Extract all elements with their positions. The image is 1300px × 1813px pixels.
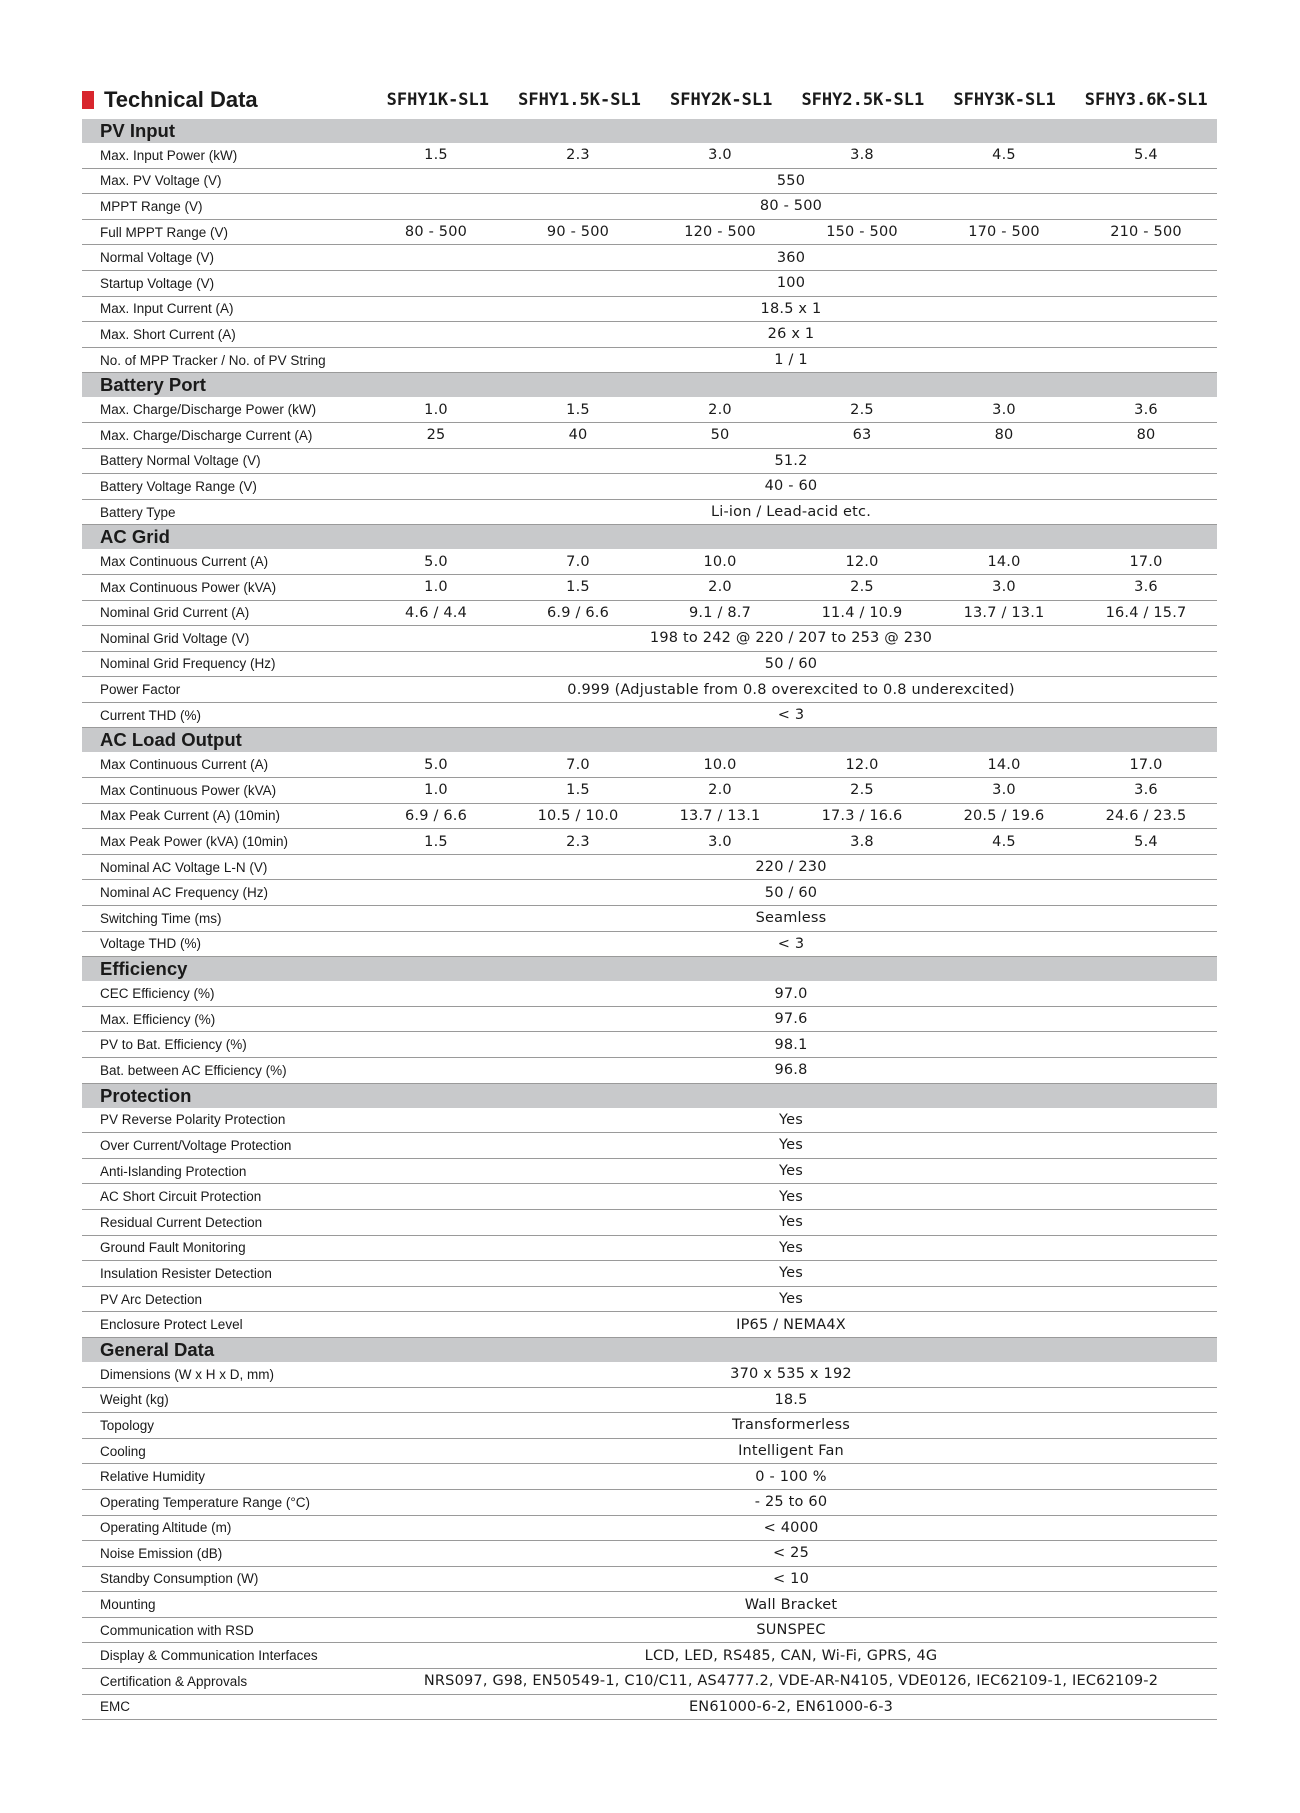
spec-values — [365, 504, 1217, 520]
spec-row — [82, 1058, 1217, 1084]
spec-label: Power Factor — [100, 682, 181, 698]
spec-values — [365, 936, 1217, 952]
spec-row — [82, 1567, 1217, 1593]
spec-label: Max Peak Power (kVA) (10min) — [100, 834, 289, 850]
spec-row — [82, 677, 1217, 703]
spec-values — [365, 707, 1217, 723]
spec-value: 1.5 — [566, 401, 590, 418]
spec-value-all-models: 1 / 1 — [774, 352, 808, 369]
spec-row — [82, 1210, 1217, 1236]
spec-row — [82, 220, 1217, 246]
spec-row — [82, 652, 1217, 678]
spec-value: 2.0 — [708, 401, 732, 418]
spec-label: Max Continuous Current (A) — [100, 757, 269, 773]
spec-value-all-models: 26 x 1 — [767, 326, 815, 343]
spec-value-all-models: 550 — [776, 172, 806, 189]
spec-values — [365, 427, 1217, 443]
spec-values — [365, 579, 1217, 595]
spec-value-all-models: < 3 — [777, 935, 805, 952]
spec-label: Noise Emission (dB) — [100, 1545, 223, 1561]
spec-value: 9.1 / 8.7 — [688, 604, 752, 621]
spec-label: Insulation Resister Detection — [100, 1265, 272, 1281]
spec-value: 5.4 — [1134, 147, 1158, 164]
spec-value: 50 — [710, 427, 730, 444]
spec-value: 3.0 — [708, 833, 732, 850]
spec-value: 1.5 — [566, 579, 590, 596]
spec-value: 2.3 — [566, 833, 590, 850]
spec-sections — [82, 119, 1217, 1720]
spec-label: Max Peak Current (A) (10min) — [100, 808, 281, 824]
spec-values — [365, 682, 1217, 698]
spec-values — [365, 402, 1217, 418]
spec-value-all-models: Yes — [778, 1111, 803, 1128]
spec-label: Nominal AC Frequency (Hz) — [100, 885, 269, 901]
spec-row — [82, 1464, 1217, 1490]
model-column-header: SFHY3K-SL1 — [953, 90, 1056, 110]
section-heading: General Data — [82, 1338, 1217, 1362]
spec-values — [365, 1673, 1217, 1689]
spec-values — [365, 478, 1217, 494]
spec-value: 4.5 — [992, 833, 1016, 850]
spec-values — [365, 808, 1217, 824]
spec-label: Max. Short Current (A) — [100, 326, 236, 342]
spec-value: 40 — [568, 427, 588, 444]
spec-row — [82, 1669, 1217, 1695]
spec-label: EMC — [100, 1699, 130, 1715]
spec-values — [365, 1137, 1217, 1153]
spec-value: 1.5 — [566, 782, 590, 799]
spec-row — [82, 143, 1217, 169]
spec-value-all-models: Yes — [778, 1291, 803, 1308]
spec-values — [365, 1214, 1217, 1230]
spec-label: Anti-Islanding Protection — [100, 1163, 247, 1179]
spec-values — [365, 1163, 1217, 1179]
spec-row — [82, 474, 1217, 500]
spec-row — [82, 1541, 1217, 1567]
spec-value-all-models: < 4000 — [763, 1519, 819, 1536]
spec-value-all-models: Wall Bracket — [744, 1596, 838, 1613]
spec-label: Enclosure Protect Level — [100, 1317, 243, 1333]
spec-value: 1.0 — [424, 782, 448, 799]
spec-label: Switching Time (ms) — [100, 910, 222, 926]
spec-values — [365, 224, 1217, 240]
spec-values — [365, 782, 1217, 798]
spec-label: No. of MPP Tracker / No. of PV String — [100, 352, 326, 368]
spec-value: 7.0 — [566, 756, 590, 773]
spec-label: Max. Input Power (kW) — [100, 147, 238, 163]
spec-label: CEC Efficiency (%) — [100, 986, 215, 1002]
spec-value-all-models: < 25 — [772, 1545, 809, 1562]
spec-values — [365, 630, 1217, 646]
spec-row — [82, 1695, 1217, 1721]
spec-value-all-models: 80 - 500 — [759, 198, 823, 215]
spec-values — [365, 453, 1217, 469]
spec-value: 6.9 / 6.6 — [404, 807, 468, 824]
section-heading: Protection — [82, 1084, 1217, 1108]
spec-values — [365, 885, 1217, 901]
spec-value: 12.0 — [845, 756, 879, 773]
spec-value-all-models: 18.5 x 1 — [760, 300, 822, 317]
spec-value: 1.5 — [424, 147, 448, 164]
spec-row — [82, 1439, 1217, 1465]
model-column-header: SFHY2K-SL1 — [670, 90, 773, 110]
model-column-header: SFHY1.5K-SL1 — [518, 90, 641, 110]
spec-label: Mounting — [100, 1597, 156, 1613]
spec-label: Battery Normal Voltage (V) — [100, 453, 261, 469]
spec-values — [365, 1545, 1217, 1561]
spec-value: 20.5 / 19.6 — [963, 807, 1045, 824]
spec-value: 120 - 500 — [684, 224, 756, 241]
spec-value-all-models: 0 - 100 % — [755, 1468, 827, 1485]
spec-label: Max. Input Current (A) — [100, 301, 234, 317]
spec-row — [82, 1007, 1217, 1033]
spec-label: Startup Voltage (V) — [100, 275, 215, 291]
spec-value-all-models: 97.0 — [774, 985, 808, 1002]
spec-label: Voltage THD (%) — [100, 936, 202, 952]
spec-value: 24.6 / 23.5 — [1105, 807, 1187, 824]
spec-label: PV to Bat. Efficiency (%) — [100, 1037, 247, 1053]
spec-values — [365, 1520, 1217, 1536]
spec-value: 6.9 / 6.6 — [546, 604, 610, 621]
spec-values — [365, 859, 1217, 875]
spec-row — [82, 500, 1217, 526]
spec-value: 10.0 — [703, 553, 737, 570]
section-heading: PV Input — [82, 119, 1217, 143]
spec-value: 2.0 — [708, 579, 732, 596]
spec-label: Max. PV Voltage (V) — [100, 173, 222, 189]
model-columns — [367, 90, 1217, 110]
spec-values — [365, 352, 1217, 368]
spec-values — [365, 834, 1217, 850]
spec-values — [365, 1392, 1217, 1408]
spec-value: 2.5 — [850, 782, 874, 799]
spec-value: 2.5 — [850, 579, 874, 596]
spec-value: 25 — [426, 427, 446, 444]
spec-label: Ground Fault Monitoring — [100, 1240, 246, 1256]
spec-value-all-models: 370 x 535 x 192 — [730, 1366, 852, 1383]
spec-label: Topology — [100, 1417, 155, 1433]
spec-label: Max. Charge/Discharge Power (kW) — [100, 402, 317, 418]
spec-values — [365, 198, 1217, 214]
section-heading: AC Grid — [82, 525, 1217, 549]
spec-value: 2.3 — [566, 147, 590, 164]
spec-label: Operating Temperature Range (°C) — [100, 1494, 311, 1510]
spec-label: Battery Type — [100, 504, 176, 520]
spec-row — [82, 1236, 1217, 1262]
spec-value: 5.4 — [1134, 833, 1158, 850]
spec-row — [82, 1032, 1217, 1058]
spec-values — [365, 1112, 1217, 1128]
spec-row — [82, 575, 1217, 601]
spec-value-all-models: LCD, LED, RS485, CAN, Wi-Fi, GPRS, 4G — [644, 1647, 938, 1664]
spec-row — [82, 1592, 1217, 1618]
spec-value: 2.5 — [850, 401, 874, 418]
spec-value-all-models: 18.5 — [774, 1391, 808, 1408]
spec-value-all-models: 97.6 — [774, 1011, 808, 1028]
spec-value: 3.0 — [708, 147, 732, 164]
spec-value-all-models: 198 to 242 @ 220 / 207 to 253 @ 230 — [649, 630, 933, 647]
spec-value: 5.0 — [424, 553, 448, 570]
spec-row — [82, 1159, 1217, 1185]
spec-value-all-models: Yes — [778, 1239, 803, 1256]
spec-value-all-models: SUNSPEC — [756, 1622, 826, 1639]
spec-value-all-models: 50 / 60 — [764, 884, 818, 901]
spec-value-all-models: Transformerless — [731, 1417, 851, 1434]
spec-values — [365, 1062, 1217, 1078]
spec-row — [82, 1618, 1217, 1644]
spec-value-all-models: 100 — [776, 275, 806, 292]
spec-row — [82, 1362, 1217, 1388]
spec-label: Weight (kg) — [100, 1392, 169, 1408]
spec-label: Normal Voltage (V) — [100, 250, 215, 266]
technical-data-sheet — [82, 86, 1217, 1720]
spec-label: Standby Consumption (W) — [100, 1571, 259, 1587]
spec-row — [82, 829, 1217, 855]
spec-values — [365, 1189, 1217, 1205]
spec-row — [82, 449, 1217, 475]
spec-values — [365, 250, 1217, 266]
spec-value: 90 - 500 — [546, 224, 610, 241]
spec-row — [82, 778, 1217, 804]
spec-values — [365, 1011, 1217, 1027]
spec-label: MPPT Range (V) — [100, 198, 203, 214]
spec-label: Battery Voltage Range (V) — [100, 478, 257, 494]
spec-label: Nominal Grid Frequency (Hz) — [100, 656, 276, 672]
spec-value: 80 - 500 — [404, 224, 468, 241]
spec-label: Over Current/Voltage Protection — [100, 1137, 292, 1153]
spec-row — [82, 549, 1217, 575]
spec-value: 3.8 — [850, 833, 874, 850]
spec-values — [365, 1597, 1217, 1613]
spec-value-all-models: 40 - 60 — [764, 478, 818, 495]
spec-row — [82, 271, 1217, 297]
spec-values — [365, 1443, 1217, 1459]
spec-value: 10.5 / 10.0 — [537, 807, 619, 824]
model-column-header: SFHY3.6K-SL1 — [1084, 90, 1208, 110]
spec-label: Nominal AC Voltage L-N (V) — [100, 859, 268, 875]
spec-label: Dimensions (W x H x D, mm) — [100, 1366, 275, 1382]
spec-value: 80 — [1136, 427, 1156, 444]
spec-row — [82, 601, 1217, 627]
spec-value-all-models: Yes — [778, 1265, 803, 1282]
spec-value-all-models: < 3 — [777, 707, 805, 724]
spec-value: 5.0 — [424, 756, 448, 773]
spec-value: 17.0 — [1129, 553, 1163, 570]
spec-value-all-models: < 10 — [772, 1570, 809, 1587]
spec-label: Operating Altitude (m) — [100, 1520, 232, 1536]
spec-values — [365, 173, 1217, 189]
spec-row — [82, 703, 1217, 729]
spec-value: 7.0 — [566, 553, 590, 570]
spec-row — [82, 880, 1217, 906]
spec-values — [365, 301, 1217, 317]
spec-value: 1.5 — [424, 833, 448, 850]
spec-values — [365, 1291, 1217, 1307]
spec-values — [365, 147, 1217, 163]
spec-values — [365, 554, 1217, 570]
spec-value: 17.0 — [1129, 756, 1163, 773]
spec-row — [82, 855, 1217, 881]
spec-value-all-models: - 25 to 60 — [754, 1494, 828, 1511]
spec-label: Certification & Approvals — [100, 1673, 248, 1689]
spec-value-all-models: Seamless — [755, 910, 827, 927]
spec-row — [82, 1413, 1217, 1439]
spec-value-all-models: 51.2 — [774, 452, 808, 469]
spec-row — [82, 1133, 1217, 1159]
spec-values — [365, 1469, 1217, 1485]
spec-value-all-models: 0.999 (Adjustable from 0.8 overexcited to 0.8 underexcited) — [567, 681, 1015, 698]
spec-value-all-models: Yes — [778, 1214, 803, 1231]
spec-value: 3.6 — [1134, 579, 1158, 596]
spec-values — [365, 1494, 1217, 1510]
spec-label: Display & Communication Interfaces — [100, 1648, 318, 1664]
spec-value-all-models: NRS097, G98, EN50549-1, C10/C11, AS4777.2, VDE-AR-N4105, VDE0126, IEC62109-1, IEC62109-2 — [423, 1673, 1159, 1690]
section-heading: Battery Port — [82, 373, 1217, 397]
spec-value: 3.8 — [850, 147, 874, 164]
spec-row — [82, 348, 1217, 374]
spec-value: 1.0 — [424, 401, 448, 418]
section-heading: Efficiency — [82, 957, 1217, 981]
table-header — [82, 86, 1217, 114]
section-heading: AC Load Output — [82, 728, 1217, 752]
spec-label: Relative Humidity — [100, 1469, 206, 1485]
spec-value: 3.6 — [1134, 782, 1158, 799]
spec-value: 14.0 — [987, 756, 1021, 773]
spec-value-all-models: Yes — [778, 1137, 803, 1154]
spec-label: Max Continuous Current (A) — [100, 554, 269, 570]
spec-value: 3.0 — [992, 782, 1016, 799]
spec-value: 14.0 — [987, 553, 1021, 570]
spec-label: Full MPPT Range (V) — [100, 224, 229, 240]
spec-row — [82, 1388, 1217, 1414]
spec-row — [82, 1108, 1217, 1134]
spec-row — [82, 932, 1217, 958]
model-column-header: SFHY1K-SL1 — [386, 90, 490, 110]
spec-values — [365, 757, 1217, 773]
spec-label: PV Reverse Polarity Protection — [100, 1112, 286, 1128]
spec-row — [82, 1490, 1217, 1516]
spec-value: 150 - 500 — [826, 224, 898, 241]
spec-row — [82, 397, 1217, 423]
spec-values — [365, 275, 1217, 291]
spec-value: 3.0 — [992, 579, 1016, 596]
spec-values — [365, 1240, 1217, 1256]
spec-label: Residual Current Detection — [100, 1214, 263, 1230]
spec-label: Nominal Grid Voltage (V) — [100, 630, 250, 646]
spec-row — [82, 1184, 1217, 1210]
spec-label: Current THD (%) — [100, 707, 202, 723]
spec-value: 11.4 / 10.9 — [821, 604, 903, 621]
spec-row — [82, 423, 1217, 449]
spec-values — [365, 1366, 1217, 1382]
spec-row — [82, 752, 1217, 778]
spec-value-all-models: 96.8 — [774, 1062, 808, 1079]
spec-values — [365, 1571, 1217, 1587]
spec-value: 10.0 — [703, 756, 737, 773]
spec-label: Nominal Grid Current (A) — [100, 605, 250, 621]
spec-row — [82, 245, 1217, 271]
spec-values — [365, 326, 1217, 342]
spec-row — [82, 1516, 1217, 1542]
spec-value-all-models: 220 / 230 — [755, 859, 827, 876]
spec-value: 2.0 — [708, 782, 732, 799]
spec-value: 4.5 — [992, 147, 1016, 164]
spec-values — [365, 1699, 1217, 1715]
spec-row — [82, 194, 1217, 220]
spec-row — [82, 1287, 1217, 1313]
spec-values — [365, 1648, 1217, 1664]
spec-value-all-models: Intelligent Fan — [738, 1443, 844, 1460]
spec-label: Bat. between AC Efficiency (%) — [100, 1062, 287, 1078]
spec-value: 63 — [852, 427, 872, 444]
spec-value: 3.6 — [1134, 401, 1158, 418]
title-marker — [82, 91, 94, 109]
spec-values — [365, 656, 1217, 672]
spec-value-all-models: 98.1 — [774, 1036, 808, 1053]
spec-values — [365, 1622, 1217, 1638]
spec-value: 4.6 / 4.4 — [404, 604, 468, 621]
spec-value-all-models: EN61000-6-2, EN61000-6-3 — [688, 1698, 894, 1715]
spec-value: 3.0 — [992, 401, 1016, 418]
spec-row — [82, 322, 1217, 348]
spec-value: 12.0 — [845, 553, 879, 570]
spec-row — [82, 297, 1217, 323]
spec-values — [365, 605, 1217, 621]
spec-value: 13.7 / 13.1 — [679, 807, 761, 824]
spec-label: Cooling — [100, 1443, 146, 1459]
spec-value-all-models: Li-ion / Lead-acid etc. — [710, 504, 872, 521]
spec-row — [82, 906, 1217, 932]
spec-label: Max Continuous Power (kVA) — [100, 782, 277, 798]
spec-row — [82, 804, 1217, 830]
spec-values — [365, 1317, 1217, 1333]
spec-value: 1.0 — [424, 579, 448, 596]
spec-values — [365, 1037, 1217, 1053]
spec-values — [365, 986, 1217, 1002]
spec-values — [365, 1417, 1217, 1433]
spec-label: PV Arc Detection — [100, 1291, 203, 1307]
spec-label: Max. Charge/Discharge Current (A) — [100, 427, 313, 443]
spec-row — [82, 981, 1217, 1007]
spec-values — [365, 1265, 1217, 1281]
spec-row — [82, 626, 1217, 652]
page-title: Technical Data — [104, 87, 258, 112]
spec-value-all-models: IP65 / NEMA4X — [736, 1316, 846, 1333]
model-column-header: SFHY2.5K-SL1 — [801, 90, 925, 110]
spec-values — [365, 910, 1217, 926]
spec-value-all-models: Yes — [778, 1188, 803, 1205]
spec-value: 13.7 / 13.1 — [963, 604, 1045, 621]
spec-row — [82, 1312, 1217, 1338]
spec-value-all-models: 50 / 60 — [764, 655, 818, 672]
spec-label: Max. Efficiency (%) — [100, 1011, 216, 1027]
spec-label: AC Short Circuit Protection — [100, 1189, 262, 1205]
spec-value: 17.3 / 16.6 — [821, 807, 903, 824]
spec-value-all-models: Yes — [778, 1163, 803, 1180]
spec-value-all-models: 360 — [776, 249, 806, 266]
spec-label: Max Continuous Power (kVA) — [100, 579, 277, 595]
spec-row — [82, 1261, 1217, 1287]
spec-value: 80 — [994, 427, 1014, 444]
spec-label: Communication with RSD — [100, 1622, 254, 1638]
spec-value: 16.4 / 15.7 — [1105, 604, 1187, 621]
spec-value: 170 - 500 — [968, 224, 1040, 241]
spec-row — [82, 1643, 1217, 1669]
spec-row — [82, 169, 1217, 195]
spec-value: 210 - 500 — [1110, 224, 1182, 241]
